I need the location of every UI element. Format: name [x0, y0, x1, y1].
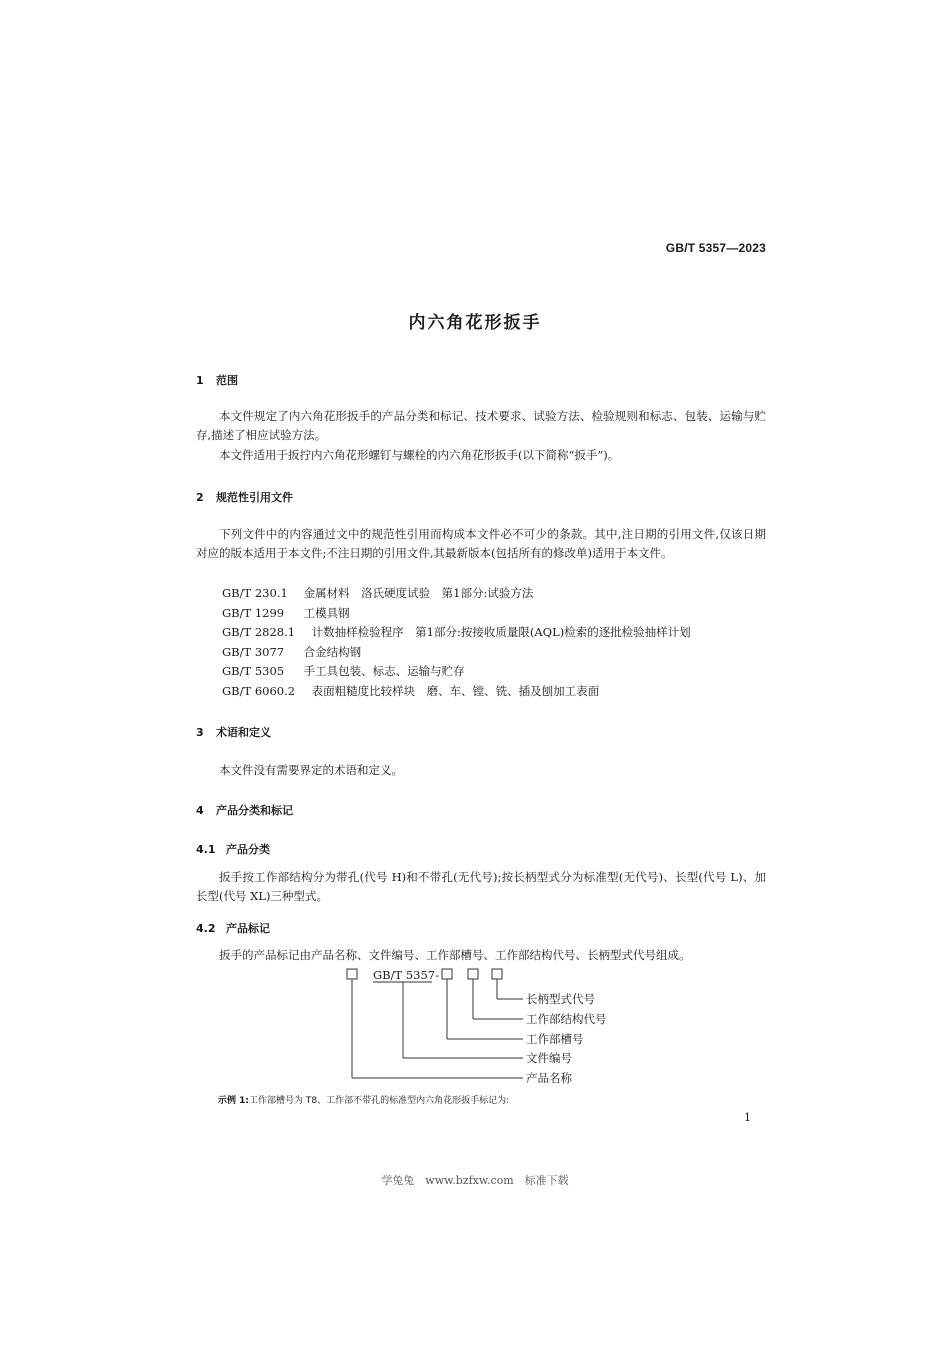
reference-code: GB/T 230.1	[222, 586, 288, 600]
section-title: 范围	[216, 374, 238, 387]
label-structure-code: 工作部结构代号	[526, 1012, 607, 1026]
structure-code-box	[468, 969, 478, 979]
page-number: 1	[744, 1111, 751, 1124]
handle-type-box	[492, 969, 502, 979]
product-marking-diagram	[340, 966, 640, 1090]
section-1-paragraph-1: 本文件规定了内六角花形扳手的产品分类和标记、技术要求、试验方法、检验规则和标志、包装、运输与贮存,描述了相应试验方法。	[196, 409, 766, 442]
label-handle-type-code: 长柄型式代号	[526, 992, 595, 1006]
reference-item	[222, 623, 691, 643]
section-4-1-paragraph-1: 扳手按工作部结构分为带孔(代号 H)和不带孔(无代号);按长柄型式分为标准型(无代号)、长型(代号 L)、加长型(代号 XL)三种型式。	[196, 870, 766, 903]
label-product-name: 产品名称	[526, 1071, 572, 1085]
section-title: 产品分类	[226, 843, 270, 856]
example-1	[218, 1093, 509, 1106]
reference-item	[222, 643, 691, 663]
section-2-paragraph-1: 下列文件中的内容通过文中的规范性引用而构成本文件必不可少的条款。其中,注日期的引用文件,仅该日期对应的版本适用于本文件;不注日期的引用文件,其最新版本(包括所有的修改单)适用于本文件。	[196, 527, 766, 560]
watermark-footer: 学兔兔 www.bzfxw.com 标准下载	[381, 1174, 569, 1187]
section-4-2-heading	[196, 920, 270, 936]
example-label: 示例 1:	[218, 1096, 249, 1106]
section-title: 产品分类和标记	[216, 804, 293, 817]
section-number: 2	[196, 491, 204, 504]
reference-title: 表面粗糙度比较样块 磨、车、镗、铣、插及刨加工表面	[311, 683, 600, 698]
reference-code: GB/T 3077	[222, 644, 285, 659]
section-4-1-heading	[196, 841, 270, 857]
reference-title: 计数抽样检验程序 第1部分:按接收质量限(AQL)检索的逐批检验抽样计划	[311, 625, 691, 640]
section-title: 产品标记	[226, 922, 270, 935]
reference-title: 手工具包装、标志、运输与贮存	[303, 664, 465, 679]
section-number: 1	[196, 374, 204, 387]
reference-code: GB/T 5305	[222, 664, 285, 679]
standard-code: GB/T 5357—2023	[665, 241, 766, 255]
reference-title: 金属材料 洛氏硬度试验 第1部分:试验方法	[303, 586, 534, 600]
section-2-heading	[196, 489, 293, 505]
label-document-number: 文件编号	[526, 1051, 572, 1065]
section-1-heading	[196, 372, 238, 388]
section-3-heading	[196, 724, 271, 740]
standard-number-text: GB/T 5357-	[373, 968, 439, 982]
reference-item	[222, 682, 691, 702]
section-4-heading	[196, 802, 293, 818]
section-number: 4.2	[196, 922, 216, 935]
section-number: 4	[196, 804, 204, 817]
reference-title: 工模具钢	[303, 605, 350, 620]
reference-code: GB/T 6060.2	[222, 683, 296, 698]
slot-number-box	[442, 969, 452, 979]
section-number: 3	[196, 726, 204, 739]
normative-references-list	[222, 584, 691, 702]
reference-item	[222, 604, 691, 624]
reference-code: GB/T 2828.1	[222, 625, 296, 640]
section-title: 术语和定义	[216, 726, 271, 739]
reference-item	[222, 584, 691, 604]
section-title: 规范性引用文件	[216, 491, 293, 504]
reference-item	[222, 662, 691, 682]
section-number: 4.1	[196, 843, 216, 856]
reference-title: 合金结构钢	[303, 644, 362, 659]
reference-code: GB/T 1299	[222, 605, 285, 620]
section-3-paragraph-1: 本文件没有需要界定的术语和定义。	[219, 763, 403, 777]
label-slot-number: 工作部槽号	[526, 1032, 584, 1046]
example-text: 工作部槽号为 T8、工作部不带孔的标准型内六角花形扳手标记为:	[249, 1096, 510, 1106]
document-title: 内六角花形扳手	[408, 313, 542, 333]
section-4-2-paragraph-1: 扳手的产品标记由产品名称、文件编号、工作部槽号、工作部结构代号、长柄型式代号组成。	[219, 948, 691, 962]
section-1-paragraph-2: 本文件适用于扳拧内六角花形螺钉与螺栓的内六角花形扳手(以下简称“扳手”)。	[219, 448, 620, 462]
product-name-box	[347, 969, 357, 979]
